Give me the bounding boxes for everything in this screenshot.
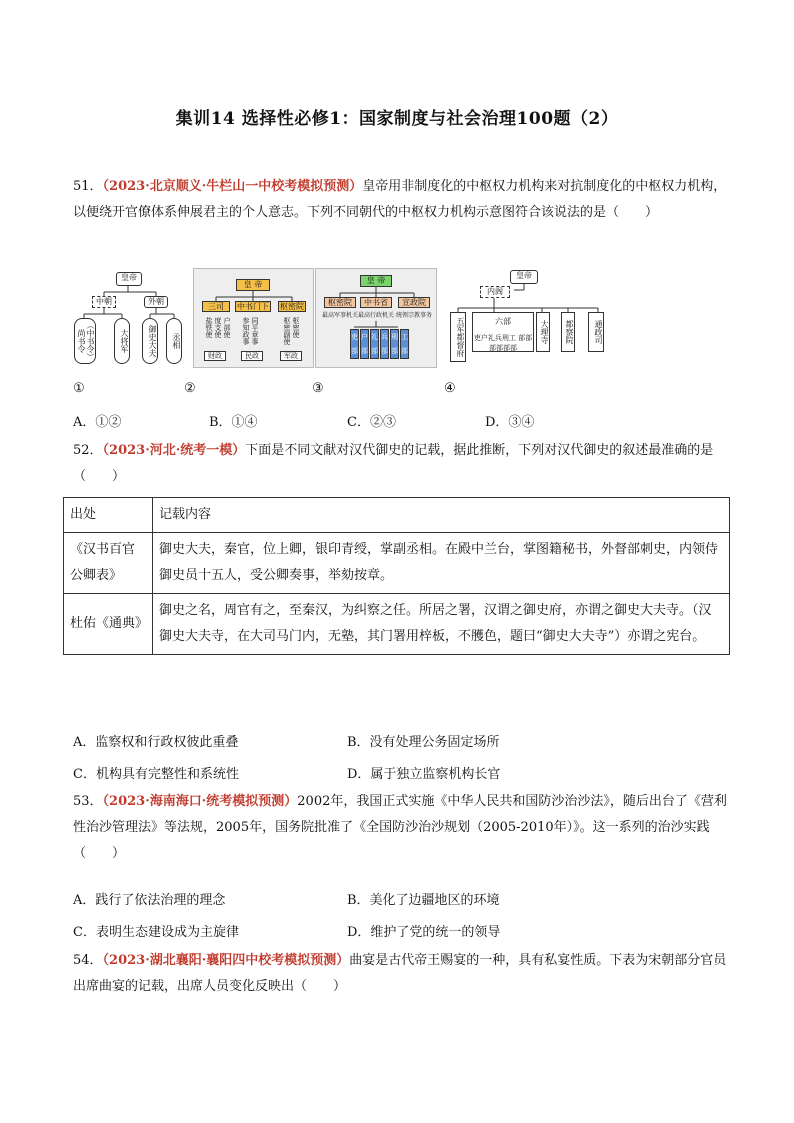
option-c[interactable]: C．机构具有完整性和系统性 <box>73 767 239 782</box>
d3-desc-1: 最高军事机关 <box>321 312 358 319</box>
d4-dalisi: 大理寺 <box>536 312 550 352</box>
question-text: 下面是不同文献对汉代御史的记载，据此推断，下列对汉代御史的叙述最准确的是（ ） <box>73 443 714 484</box>
option-a[interactable]: A．监察权和行政权彼此重叠 <box>73 735 239 750</box>
record-table <box>63 497 730 655</box>
d4-duchayuan: 都察院 <box>561 312 575 352</box>
option-d[interactable]: D．维护了党的统一的领导 <box>347 925 501 940</box>
table-header: 出处 <box>64 498 153 533</box>
table-row <box>64 594 730 655</box>
option-a[interactable]: A．①② <box>73 415 122 430</box>
d3-ministry-works: 工 部 <box>400 329 409 359</box>
diagram-label-4: ④ <box>444 381 456 396</box>
d4-six-ministries <box>472 312 534 352</box>
option-b[interactable]: B．美化了边疆地区的环境 <box>347 893 500 908</box>
option-c[interactable]: C．②③ <box>347 415 396 430</box>
d2-sansi: 三司 <box>202 301 230 312</box>
d1-outer-court: 外朝 <box>144 296 168 308</box>
diagram-2 <box>193 268 314 368</box>
d1-general: 大将军 <box>114 318 130 364</box>
d2-func-1: 财政 <box>204 351 226 361</box>
d4-five-armies: 五军都督府 <box>450 312 466 362</box>
table-header-row <box>64 498 730 533</box>
d2-func-2: 民政 <box>241 351 263 361</box>
diagram-1 <box>66 268 190 368</box>
d2-emperor: 皇 帝 <box>236 279 270 291</box>
diagram-label-3: ③ <box>312 381 324 396</box>
d3-xuanzhengyuan: 宣政院 <box>398 297 430 308</box>
diagram-label-1: ① <box>73 381 85 396</box>
table-header: 记载内容 <box>153 498 730 533</box>
question-source: （2023·北京顺义·牛栏山一中校考模拟预测） <box>102 179 363 194</box>
option-b[interactable]: B．没有处理公务固定场所 <box>347 735 500 750</box>
question-52 <box>73 438 733 490</box>
table-cell: 杜佑《通典》 <box>64 594 153 655</box>
d4-grand-secretariat: 内阁 <box>480 286 510 298</box>
question-number: 54． <box>73 953 103 968</box>
d3-ministry-li: 吏 部 <box>350 329 359 359</box>
option-d[interactable]: D．③④ <box>485 415 535 430</box>
d4-six-ministries-title: 六部 <box>495 317 511 326</box>
table-cell: 《汉书百官公卿表》 <box>64 533 153 594</box>
question-text: 曲宴是古代帝王赐宴的一种，具有私宴性质。下表为宋朝部分官员出席曲宴的记载，出席人员变化反映出（ ） <box>73 953 727 994</box>
table-row <box>64 533 730 594</box>
d4-six-ministries-sub: 吏户礼兵刑工 部部部部部部 <box>473 334 533 352</box>
d4-tongzhengsi: 通政司 <box>588 312 604 352</box>
d1-inner-court: 中朝 <box>92 296 116 308</box>
question-number: 52． <box>73 443 103 458</box>
question-text: 皇帝用非制度化的中枢权力机构来对抗制度化的中枢权力机构，以便绕开官僚体系伸展君主的个人意志。下列不同朝代的中枢权力机构示意图符合该说法的是（ ） <box>73 179 727 220</box>
option-b[interactable]: B．①④ <box>209 415 258 430</box>
question-number: 53． <box>73 794 103 809</box>
d3-desc-2: 最高行政机关 <box>357 312 394 319</box>
page-title: 集训14 选择性必修1：国家制度与社会治理100题（2） <box>175 109 619 129</box>
question-source: （2023·海南海口·统考模拟预测） <box>102 794 298 809</box>
d2-zhongshumenxia: 中书门下 <box>237 302 269 311</box>
d1-emperor: 皇帝 <box>116 272 142 286</box>
question-51 <box>73 174 733 226</box>
diagram-4 <box>448 268 616 368</box>
d2-shumiyuan: 枢密院 <box>280 302 304 311</box>
d3-six-ministries <box>350 329 408 359</box>
option-a[interactable]: A．践行了依法治理的理念 <box>73 893 226 908</box>
d3-emperor: 皇 帝 <box>360 275 392 287</box>
d2-sub-2: 同平章事 参知政事 <box>242 317 259 345</box>
d1-censor: 御史大夫 <box>142 318 158 364</box>
d3-zhongshusheng: 中书省 <box>360 297 392 308</box>
question-53 <box>73 789 733 867</box>
d2-sub-3: 枢密使 枢密副使 <box>283 317 300 345</box>
d3-shumiyuan: 枢密院 <box>324 297 356 308</box>
diagram-label-2: ② <box>184 381 196 396</box>
d3-ministry-war: 兵 部 <box>380 329 389 359</box>
d2-func-3: 军政 <box>280 351 302 361</box>
d3-ministry-rites: 礼 部 <box>370 329 379 359</box>
d2-sub-1: 户部使 度支使 盐铁使 <box>205 317 231 338</box>
diagram-3 <box>315 268 437 368</box>
table-cell: 御史大夫，秦官，位上卿，银印青绶，掌副丞相。在殿中兰台，掌图籍秘书，外督部刺史，内领侍御史员十五人，受公卿奏事，举劾按章。 <box>153 533 730 594</box>
d3-desc-3: 统领宗教事务 <box>395 312 432 319</box>
option-c[interactable]: C．表明生态建设成为主旋律 <box>73 925 239 940</box>
d3-ministry-justice: 刑 部 <box>390 329 399 359</box>
question-number: 51． <box>73 179 103 194</box>
question-source: （2023·河北·统考一模） <box>102 443 246 458</box>
question-source: （2023·湖北襄阳·襄阳四中校考模拟预测） <box>102 953 350 968</box>
d1-chancellor: 丞相 <box>166 318 182 364</box>
d4-emperor: 皇帝 <box>510 270 538 284</box>
question-54 <box>73 948 733 1000</box>
d1-shangshu: （中书令）尚书令 <box>74 318 96 364</box>
d3-ministry-hu: 户 部 <box>360 329 369 359</box>
table-cell: 御史之名，周官有之，至秦汉，为纠察之任。所居之署，汉谓之御史府，亦谓之御史大夫寺。（汉御史大夫寺，在大司马门内，无塾，其门署用梓板，不雘色，题曰“御史大夫寺”）亦谓之宪台。 <box>153 594 730 655</box>
option-d[interactable]: D．属于独立监察机构长官 <box>347 767 501 782</box>
question-text: 2002年，我国正式实施《中华人民共和国防沙治沙法》，随后出台了《营利性治沙管理法》等法规，2005年，国务院批准了《全国防沙治沙规划（2005-2010年）》。这一系列的治沙实践（ ） <box>73 794 727 861</box>
